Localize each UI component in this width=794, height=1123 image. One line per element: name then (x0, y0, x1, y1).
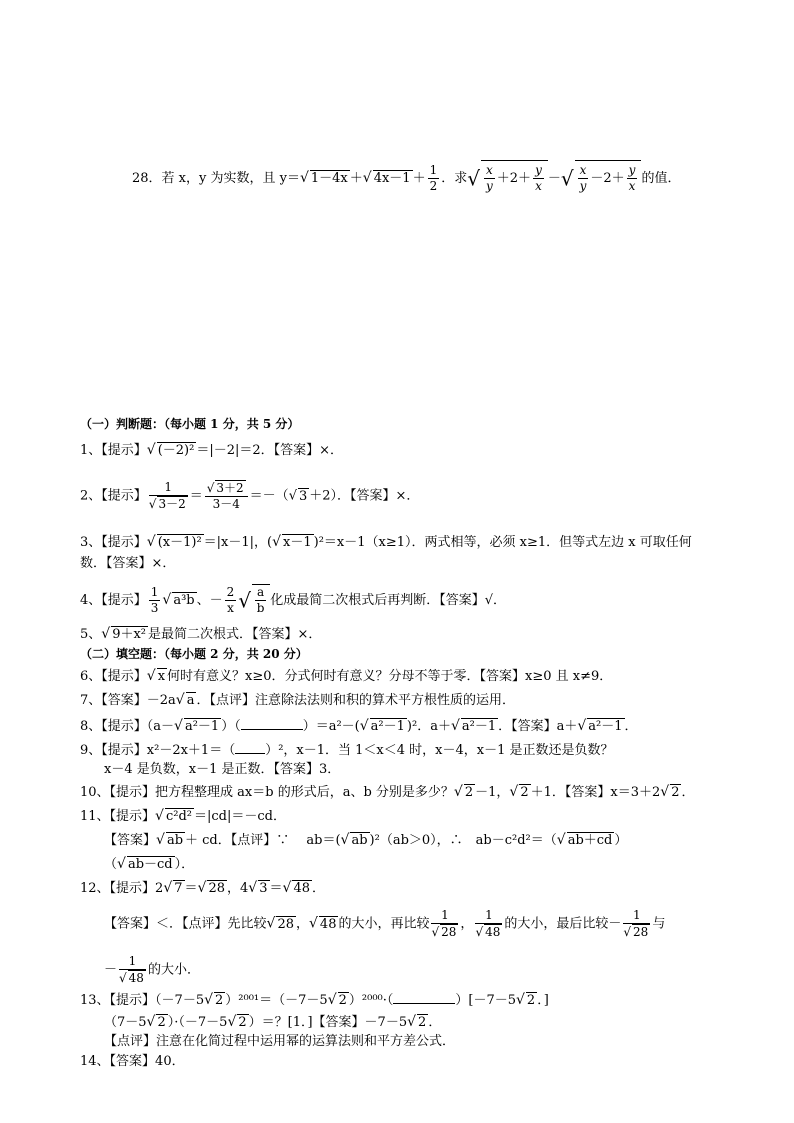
answer-11-line2: 【答案】√ ab ＋ cd．【点评】∵ ab＝(√ ab )²（ab＞0），∴ ab－c²d²＝（√ ab＋cd ） (104, 832, 628, 848)
answer-13-line3: 【点评】注意在化简过程中运用幂的运算法则和平方差公式． (104, 1034, 456, 1049)
problem-text: 28．若 x，y 为实数，且 y＝ (132, 171, 300, 186)
answer-2: 2、【提示】 $\frac{1}{√ 3-2}$ ＝ $\frac{√ 3+2}{3-4}$ ＝－（√ 3 ＋2）．【答案】×． (80, 480, 420, 511)
fraction: $\frac{1}{2}$ (429, 163, 438, 193)
answer-12-line2: 【答案】＜．【点评】先比较√ 28 ，√ 48 的大小，再比较 $\frac{1}{√ 28}$ ， $\frac{1}{√ 48}$ 的大小，最后比较－ $\frac{1}{√ 28}$ 与 (104, 908, 666, 939)
answer-13: 13、【提示】（－7－5√ 2 ）²⁰⁰¹＝（－7－5√ 2 ）²⁰⁰⁰·（ ）[－7－5√ 2 ．] (80, 992, 549, 1008)
problem-text: ．求 (441, 171, 468, 186)
op: － (547, 171, 561, 186)
section-title: （一）判断题：（每小题 1 分，共 5 分） (80, 417, 300, 431)
section-title: （二）填空题：（每小题 2 分，共 20 分） (80, 647, 308, 661)
problem-text: 的值． (641, 171, 681, 186)
answer-4: 4、【提示】 $\frac{1}{3}$ √ a³b 、－ $\frac{2}{x}$ √ $\frac{a}{b}$ 化成最简二次根式后再判断．【答案】√． (80, 585, 506, 615)
op: ＋ (349, 171, 363, 186)
answer-14: 14、【答案】40． (80, 1054, 185, 1069)
answer-7: 7、【答案】－2a√ a ．【点评】注意除法法则和积的算术平方根性质的运用． (80, 692, 515, 708)
blank (241, 716, 303, 730)
answer-10: 10、【提示】把方程整理成 ax＝b 的形式后，a、b 分别是多少？√ 2 －1，√ 2 ＋1．【答案】x＝3＋2√ 2 ． (80, 784, 695, 800)
radical: $\frac{x}{y}$ －2＋ $\frac{y}{x}$ (575, 160, 642, 194)
answer-12-line3: － $\frac{1}{√ 48}$ 的大小． (104, 954, 200, 985)
radical: 1－4x (310, 171, 348, 186)
answer-1: 1、【提示】√ (－2)² ＝|－2|＝2．【答案】×． (80, 442, 344, 458)
answer-5: 5、√ 9＋x² 是最简二次根式．【答案】×． (80, 626, 322, 642)
answer-3-line2: 数．【答案】×． (80, 556, 176, 571)
answer-3: 3、【提示】√ (x－1)² ＝|x－1|，(√ x－1 )²＝x－1（x≥1）．两式相等，必须 x≥1．但等式左边 x 可取任何 (80, 534, 692, 550)
blank (235, 740, 265, 754)
answer-12: 12、【提示】2√ 7 ＝√ 28 ，4√ 3 ＝√ 48 ． (80, 880, 325, 896)
problem-28: 28．若 x，y 为实数，且 y＝√ 1－4x ＋√ 4x－1 ＋ $\frac{1}{2}$ ．求√ $\frac{x}{y}$ ＋2＋ $\frac{y}{x}$ －√ $\frac{x}{y}$ －2＋ $\frac{y}{x}$ 的值． (132, 160, 680, 194)
answer-9-line2: x－4 是负数，x－1 是正数．【答案】3． (104, 762, 341, 777)
answer-6: 6、【提示】√ x 何时有意义？x≥0．分式何时有意义？分母不等于零．【答案】x≥0 且 x≠9． (80, 668, 613, 684)
answer-9: 9、【提示】x²－2x＋1＝（ ）²，x－1．当 1＜x＜4 时，x－4，x－1 是正数还是负数？ (80, 740, 614, 761)
radical: 4x－1 (373, 171, 411, 186)
answer-8: 8、【提示】（a－√ a²－1 ）（ ）＝a²－(√ a²－1 )²．a＋√ a²－1 ．【答案】a＋√ a²－1 ． (80, 718, 638, 734)
answer-13-line2: （7－5√ 2 ）·（－7－5√ 2 ）＝？[1．]【答案】－7－5√ 2 ． (104, 1014, 442, 1030)
answer-11: 11、【提示】√ c²d² ＝|cd|＝－cd． (80, 808, 286, 824)
answer-11-line3: （√ ab－cd ）． (104, 856, 195, 872)
radical: $\frac{x}{y}$ ＋2＋ $\frac{y}{x}$ (481, 160, 548, 194)
blank (393, 990, 455, 1004)
op: ＋ (412, 171, 426, 186)
